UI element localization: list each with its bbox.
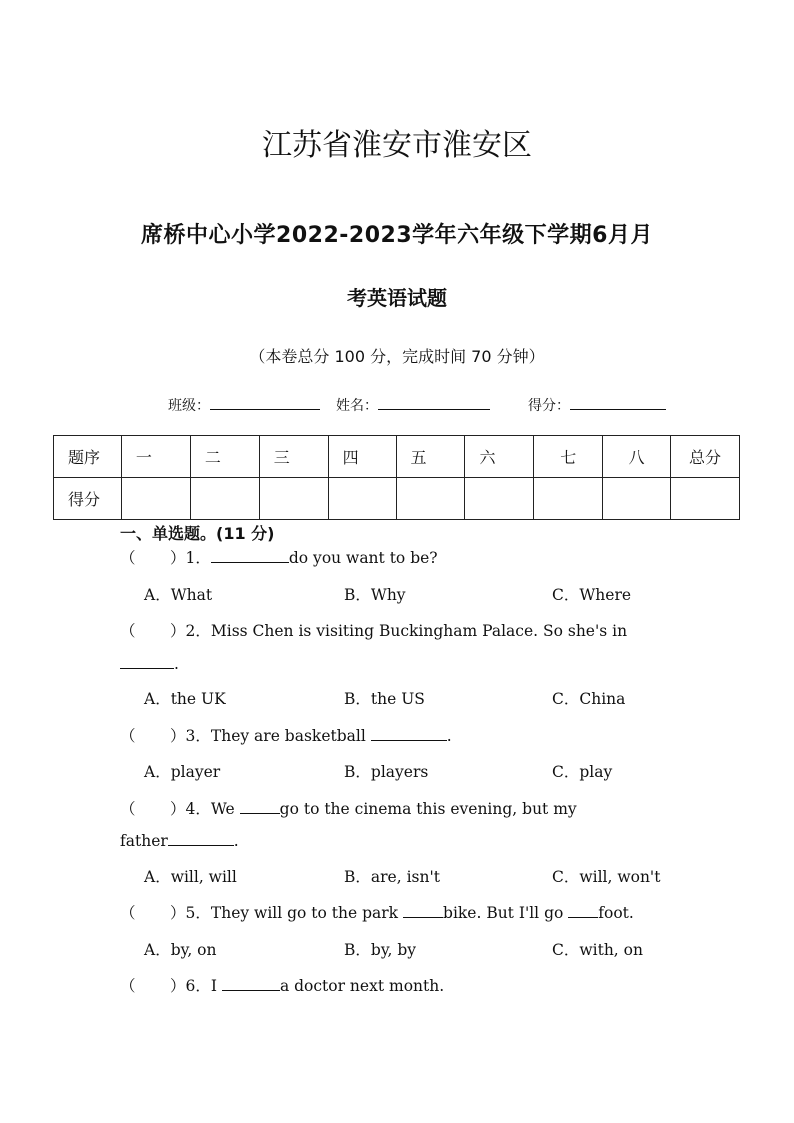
option-b[interactable]: B．by, by [344,941,417,959]
paren-open: （ [120,622,136,640]
option-a[interactable]: A．will, will [144,868,237,886]
table-cell: 一 [121,436,190,478]
score-input-cell[interactable] [534,478,603,520]
answer-blank[interactable] [120,654,174,669]
score-label: 得分： [528,398,570,414]
score-input-cell[interactable] [671,478,740,520]
question-text: . [174,655,179,673]
question-number: ）4． [170,800,211,818]
table-cell: 七 [534,436,603,478]
option-c[interactable]: C．China [552,690,626,708]
score-input-cell[interactable] [396,478,465,520]
paren-open: （ [120,800,136,818]
section-title: 一、单选题。(11 分) [120,524,275,543]
table-cell: 二 [190,436,259,478]
option-c[interactable]: C．play [552,763,613,781]
name-blank [378,393,490,410]
table-cell: 总分 [671,436,740,478]
exam-title-school: 席桥中心小学2022-2023学年六年级下学期6月月 [141,223,653,248]
exam-title-subject: 考英语试题 [347,286,447,310]
score-input-cell[interactable] [190,478,259,520]
answer-blank[interactable] [222,976,280,991]
question-text: We [210,800,235,818]
question-text: I [210,977,217,995]
score-input-cell[interactable] [121,478,190,520]
option-b[interactable]: B．players [344,763,429,781]
answer-blank[interactable] [240,799,280,814]
question-text: Miss Chen is visiting Buckingham Palace. So she's in [210,622,628,640]
question-text: They will go to the park [210,904,399,922]
question-number: ）6． [170,977,211,995]
answer-blank[interactable] [168,831,234,846]
option-b[interactable]: B．the US [344,690,425,708]
option-a[interactable]: A．the UK [144,690,226,708]
question-text: a doctor next month. [279,977,445,995]
class-blank [210,393,320,410]
question-3 [120,724,452,746]
score-input-cell[interactable] [328,478,396,520]
score-table [53,435,740,520]
question-1 [120,546,438,568]
score-table-score-row [54,478,740,520]
question-number: ）3． [170,727,211,745]
exam-note: （本卷总分 100 分，完成时间 70 分钟） [249,347,545,366]
table-cell: 五 [396,436,465,478]
option-a[interactable]: A．by, on [144,941,217,959]
answer-blank[interactable] [403,903,443,918]
question-number: ）5． [170,904,211,922]
option-a[interactable]: A．player [144,763,221,781]
class-label: 班级： [168,398,210,414]
question-text: father [120,832,168,850]
table-cell: 六 [465,436,534,478]
option-a[interactable]: A．What [144,586,213,604]
option-b[interactable]: B．Why [344,586,406,604]
question-number: ）2． [170,622,211,640]
score-input-cell[interactable] [259,478,328,520]
class-field [168,393,320,415]
score-field [528,393,666,415]
score-table-header-row [54,436,740,478]
table-cell: 八 [603,436,671,478]
question-4 [120,797,577,819]
table-cell: 题序 [54,436,122,478]
question-text: They are basketball [210,727,366,745]
score-blank [570,393,666,410]
option-c[interactable]: C．will, won't [552,868,661,886]
option-b[interactable]: B．are, isn't [344,868,440,886]
answer-blank[interactable] [568,903,598,918]
score-input-cell[interactable] [603,478,671,520]
question-text: do you want to be? [288,549,438,567]
paren-open: （ [120,977,136,995]
answer-blank[interactable] [371,726,447,741]
question-2 [120,619,627,641]
option-c[interactable]: C．Where [552,586,632,604]
answer-blank[interactable] [211,548,289,563]
score-input-cell[interactable] [465,478,534,520]
question-text: go to the cinema this evening, but my [279,800,577,818]
table-cell: 三 [259,436,328,478]
name-label: 姓名： [336,398,378,414]
question-text: . [233,832,239,850]
option-c[interactable]: C．with, on [552,941,643,959]
question-2-line2 [120,654,179,673]
question-text: bike. But I'll go [443,904,564,922]
question-number: ）1． [170,549,211,567]
question-5 [120,901,634,923]
table-cell: 四 [328,436,396,478]
name-field [336,393,490,415]
question-6 [120,974,444,996]
paren-open: （ [120,904,136,922]
question-text: foot. [598,904,634,922]
exam-title-region: 江苏省淮安市淮安区 [262,128,532,163]
question-text: . [446,727,452,745]
table-cell: 得分 [54,478,122,520]
paren-open: （ [120,549,136,567]
paren-open: （ [120,727,136,745]
question-4-line2 [120,831,239,850]
